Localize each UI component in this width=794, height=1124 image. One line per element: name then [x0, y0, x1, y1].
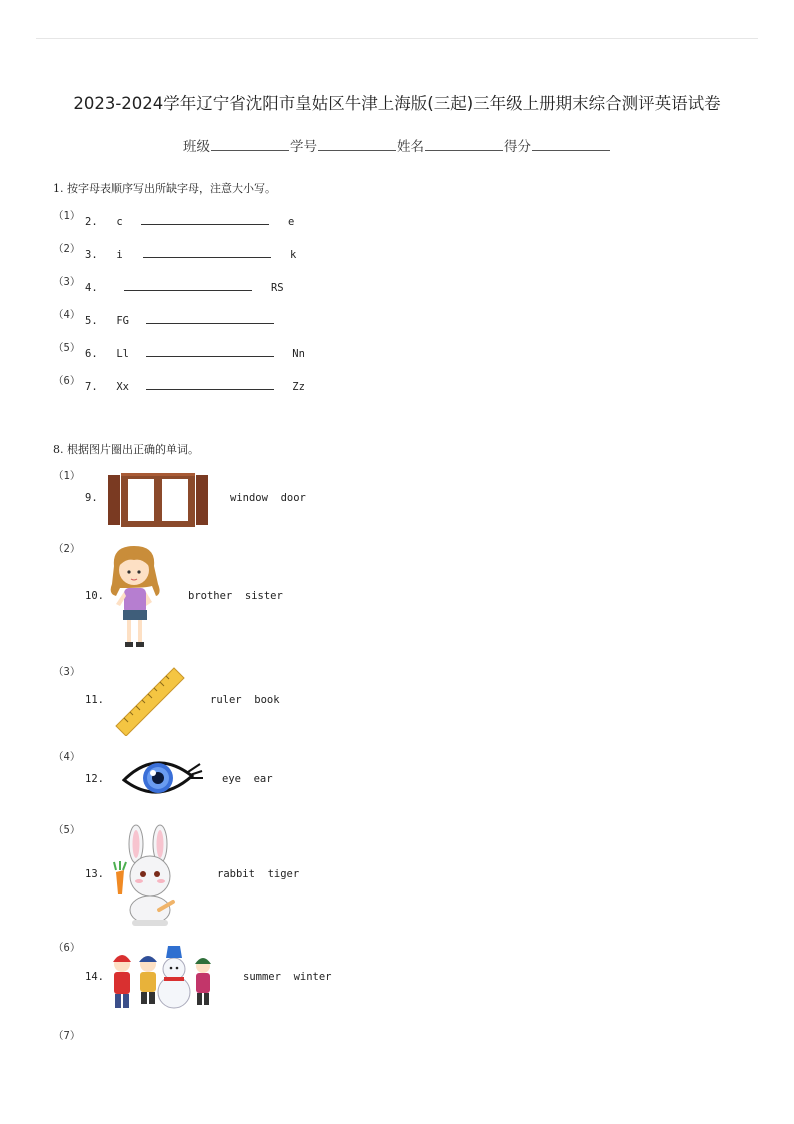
given-letter-left: Xx [116, 381, 129, 393]
q1-sub-2-label: （2） [53, 243, 81, 255]
answer-blank[interactable] [146, 313, 274, 324]
rabbit-picture [110, 824, 182, 932]
item-number: 7. [85, 381, 98, 393]
given-letter-right: k [289, 249, 297, 261]
top-divider [36, 38, 758, 39]
page-title: 2023-2024学年辽宁省沈阳市皇姑区牛津上海版(三起)三年级上册期末综合测评英语试卷 [73, 94, 721, 113]
question-8-heading: 8. 根据图片圈出正确的单词。 [53, 443, 199, 456]
given-letter-left: FG [116, 315, 129, 327]
girl-picture [106, 544, 164, 656]
name-label: 姓名 [397, 139, 424, 155]
item-number: 14. [85, 971, 104, 983]
student-info-line [0, 135, 794, 155]
q8-sub-6-label: （6） [53, 942, 81, 954]
score-blank[interactable] [532, 138, 610, 151]
item-number: 6. [85, 348, 98, 360]
class-label: 班级 [183, 139, 210, 155]
given-letter-right: e [287, 216, 295, 228]
eye-picture [122, 754, 204, 808]
class-blank[interactable] [211, 138, 289, 151]
q1-item-1 [85, 214, 294, 228]
q8-sub-4-label: （4） [53, 751, 81, 763]
given-letter-left: c [116, 216, 123, 228]
q8-sub-2-label: （2） [53, 543, 81, 555]
item-number: 4. [85, 282, 98, 294]
q8-sub-3-label: （3） [53, 666, 81, 678]
q1-sub-4-label: （4） [53, 309, 81, 321]
q1-sub-6-label: （6） [53, 375, 81, 387]
score-label: 得分 [504, 139, 531, 155]
word-options[interactable]: summer winter [243, 971, 332, 983]
item-number: 2. [85, 216, 98, 228]
answer-blank[interactable] [141, 214, 269, 225]
question-1-heading: 1. 按字母表顺序写出所缺字母，注意大小写。 [53, 182, 276, 195]
q1-item-4 [85, 313, 274, 327]
answer-blank[interactable] [143, 247, 271, 258]
given-letter-right: RS [270, 282, 284, 294]
q8-sub-7-label: （7） [53, 1030, 81, 1042]
given-letter-right: Zz [292, 381, 305, 393]
q8-sub-5-label: （5） [53, 824, 81, 836]
word-options[interactable]: eye ear [222, 773, 273, 785]
item-number: 11. [85, 694, 104, 706]
ruler-picture [114, 666, 186, 740]
q1-sub-5-label: （5） [53, 342, 81, 354]
item-number: 9. [85, 492, 98, 504]
q8-sub-1-label: （1） [53, 470, 81, 482]
answer-blank[interactable] [146, 346, 274, 357]
word-options[interactable]: rabbit tiger [217, 868, 300, 880]
word-options[interactable]: ruler book [210, 694, 280, 706]
item-number: 10. [85, 590, 104, 602]
window-picture [108, 473, 208, 531]
name-blank[interactable] [425, 138, 503, 151]
number-blank[interactable] [318, 138, 396, 151]
answer-blank[interactable] [124, 280, 252, 291]
q1-item-3 [85, 280, 284, 294]
q1-item-2 [85, 247, 296, 261]
q1-item-5 [85, 346, 305, 360]
word-options[interactable]: window door [230, 492, 306, 504]
item-number: 12. [85, 773, 104, 785]
item-number: 13. [85, 868, 104, 880]
given-letter-left: Ll [116, 348, 129, 360]
q1-sub-1-label: （1） [53, 210, 81, 222]
item-number: 5. [85, 315, 98, 327]
q1-sub-3-label: （3） [53, 276, 81, 288]
given-letter-right: Nn [292, 348, 305, 360]
given-letter-left: i [116, 249, 123, 261]
answer-blank[interactable] [146, 379, 274, 390]
word-options[interactable]: brother sister [188, 590, 283, 602]
winter-kids-picture [108, 942, 216, 1018]
item-number: 3. [85, 249, 98, 261]
q1-item-6 [85, 379, 305, 393]
number-label: 学号 [290, 139, 317, 155]
